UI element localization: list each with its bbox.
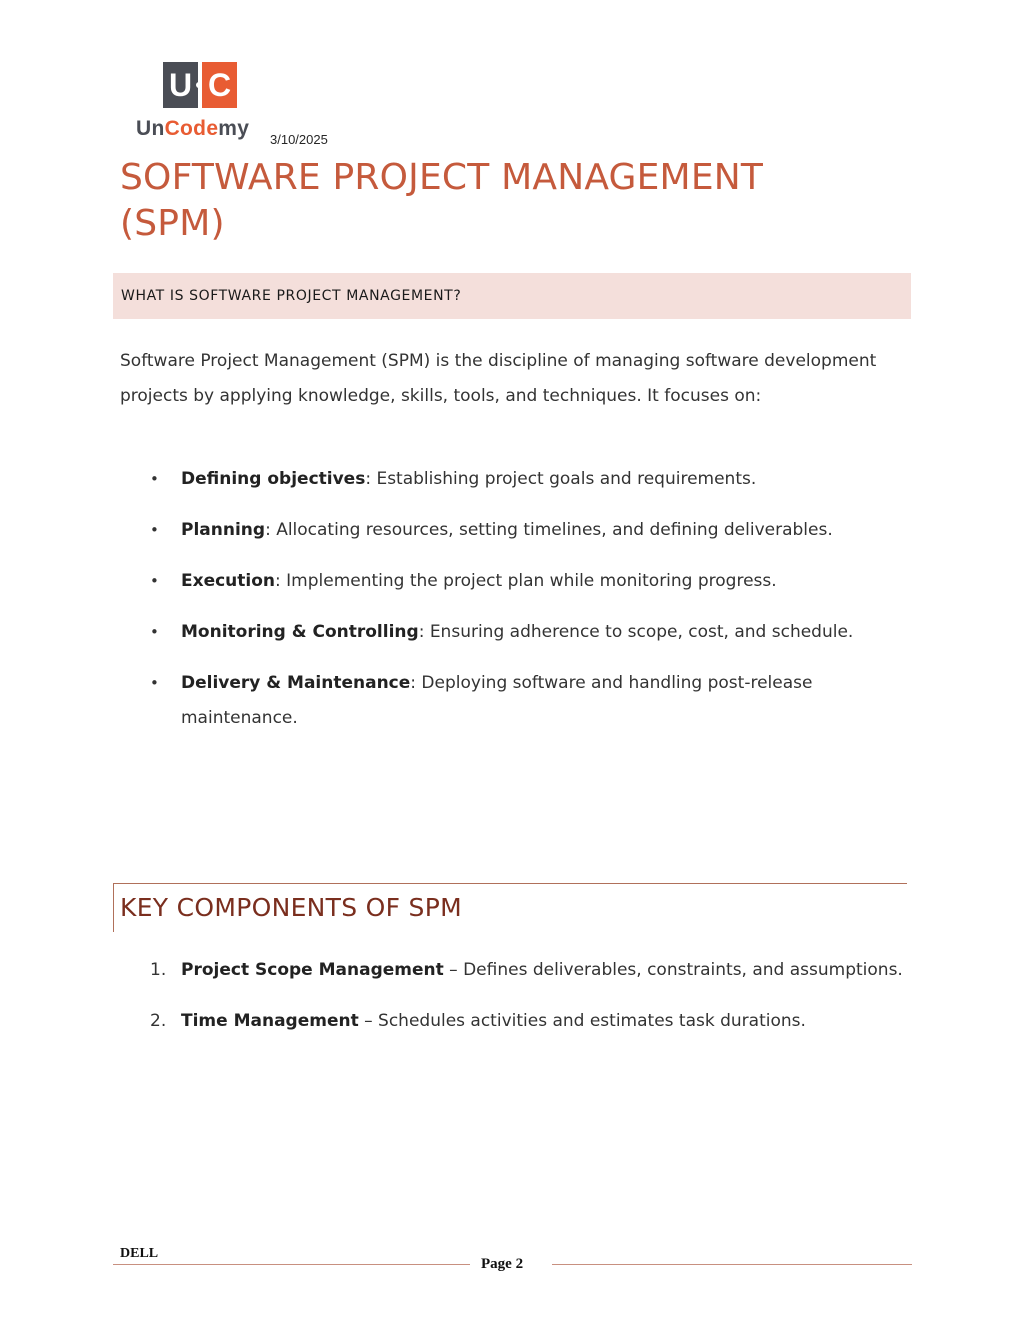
list-item — [120, 1004, 910, 1039]
list-item-desc: : Deploying software and handling post-release maintenance. — [181, 673, 813, 728]
bullet-icon: • — [150, 572, 159, 590]
list-item-term: Execution — [181, 571, 276, 591]
list-item-number: 1. — [150, 960, 167, 980]
objectives-list — [120, 462, 910, 752]
bullet-icon: • — [150, 623, 159, 641]
bullet-icon: • — [150, 674, 159, 692]
list-item-desc: – Defines deliverables, constraints, and assumptions. — [443, 960, 903, 980]
list-item — [120, 564, 910, 599]
list-item-term: Time Management — [181, 1011, 359, 1031]
bullet-icon: • — [150, 470, 159, 488]
list-item — [120, 666, 910, 736]
intro-paragraph: Software Project Management (SPM) is the discipline of managing software development projects by applying knowledge, skills, tools, and techniques. It focuses on: — [120, 351, 877, 406]
list-item-number: 2. — [150, 1011, 167, 1031]
section-heading: WHAT IS SOFTWARE PROJECT MANAGEMENT? — [121, 288, 462, 304]
logo-c-block: C — [202, 62, 237, 108]
section-heading-band — [113, 273, 911, 319]
list-item-desc: : Implementing the project plan while monitoring progress. — [275, 571, 777, 591]
footer-author: DELL — [120, 1246, 159, 1261]
list-item-term: Project Scope Management — [181, 960, 444, 980]
section-title: KEY COMPONENTS OF SPM — [120, 893, 462, 922]
list-item — [120, 513, 910, 548]
list-item-desc: : Allocating resources, setting timelines, and defining deliverables. — [265, 520, 833, 540]
bullet-icon: • — [150, 521, 159, 539]
list-item-term: Defining objectives — [181, 469, 366, 489]
list-item — [120, 953, 910, 988]
list-item-term: Monitoring & Controlling — [181, 622, 419, 642]
list-item-term: Delivery & Maintenance — [181, 673, 411, 693]
components-list — [120, 953, 910, 1055]
list-item-desc: : Ensuring adherence to scope, cost, and schedule. — [418, 622, 854, 642]
page-number: Page 2 — [481, 1256, 524, 1272]
list-item — [120, 615, 910, 650]
uncodemy-logo — [136, 60, 266, 145]
list-item-desc: – Schedules activities and estimates task durations. — [358, 1011, 806, 1031]
footer-rule-right — [552, 1264, 912, 1265]
list-item-term: Planning — [181, 520, 266, 540]
logo-wordmark: UnCodemy — [136, 117, 250, 140]
footer-rule-left — [113, 1264, 470, 1265]
list-item-desc: : Establishing project goals and requirements. — [365, 469, 757, 489]
page-title: SOFTWARE PROJECT MANAGEMENT (SPM) — [120, 157, 764, 244]
document-date: 3/10/2025 — [270, 132, 328, 147]
list-item — [120, 462, 910, 497]
logo-u-block: U — [163, 62, 198, 108]
